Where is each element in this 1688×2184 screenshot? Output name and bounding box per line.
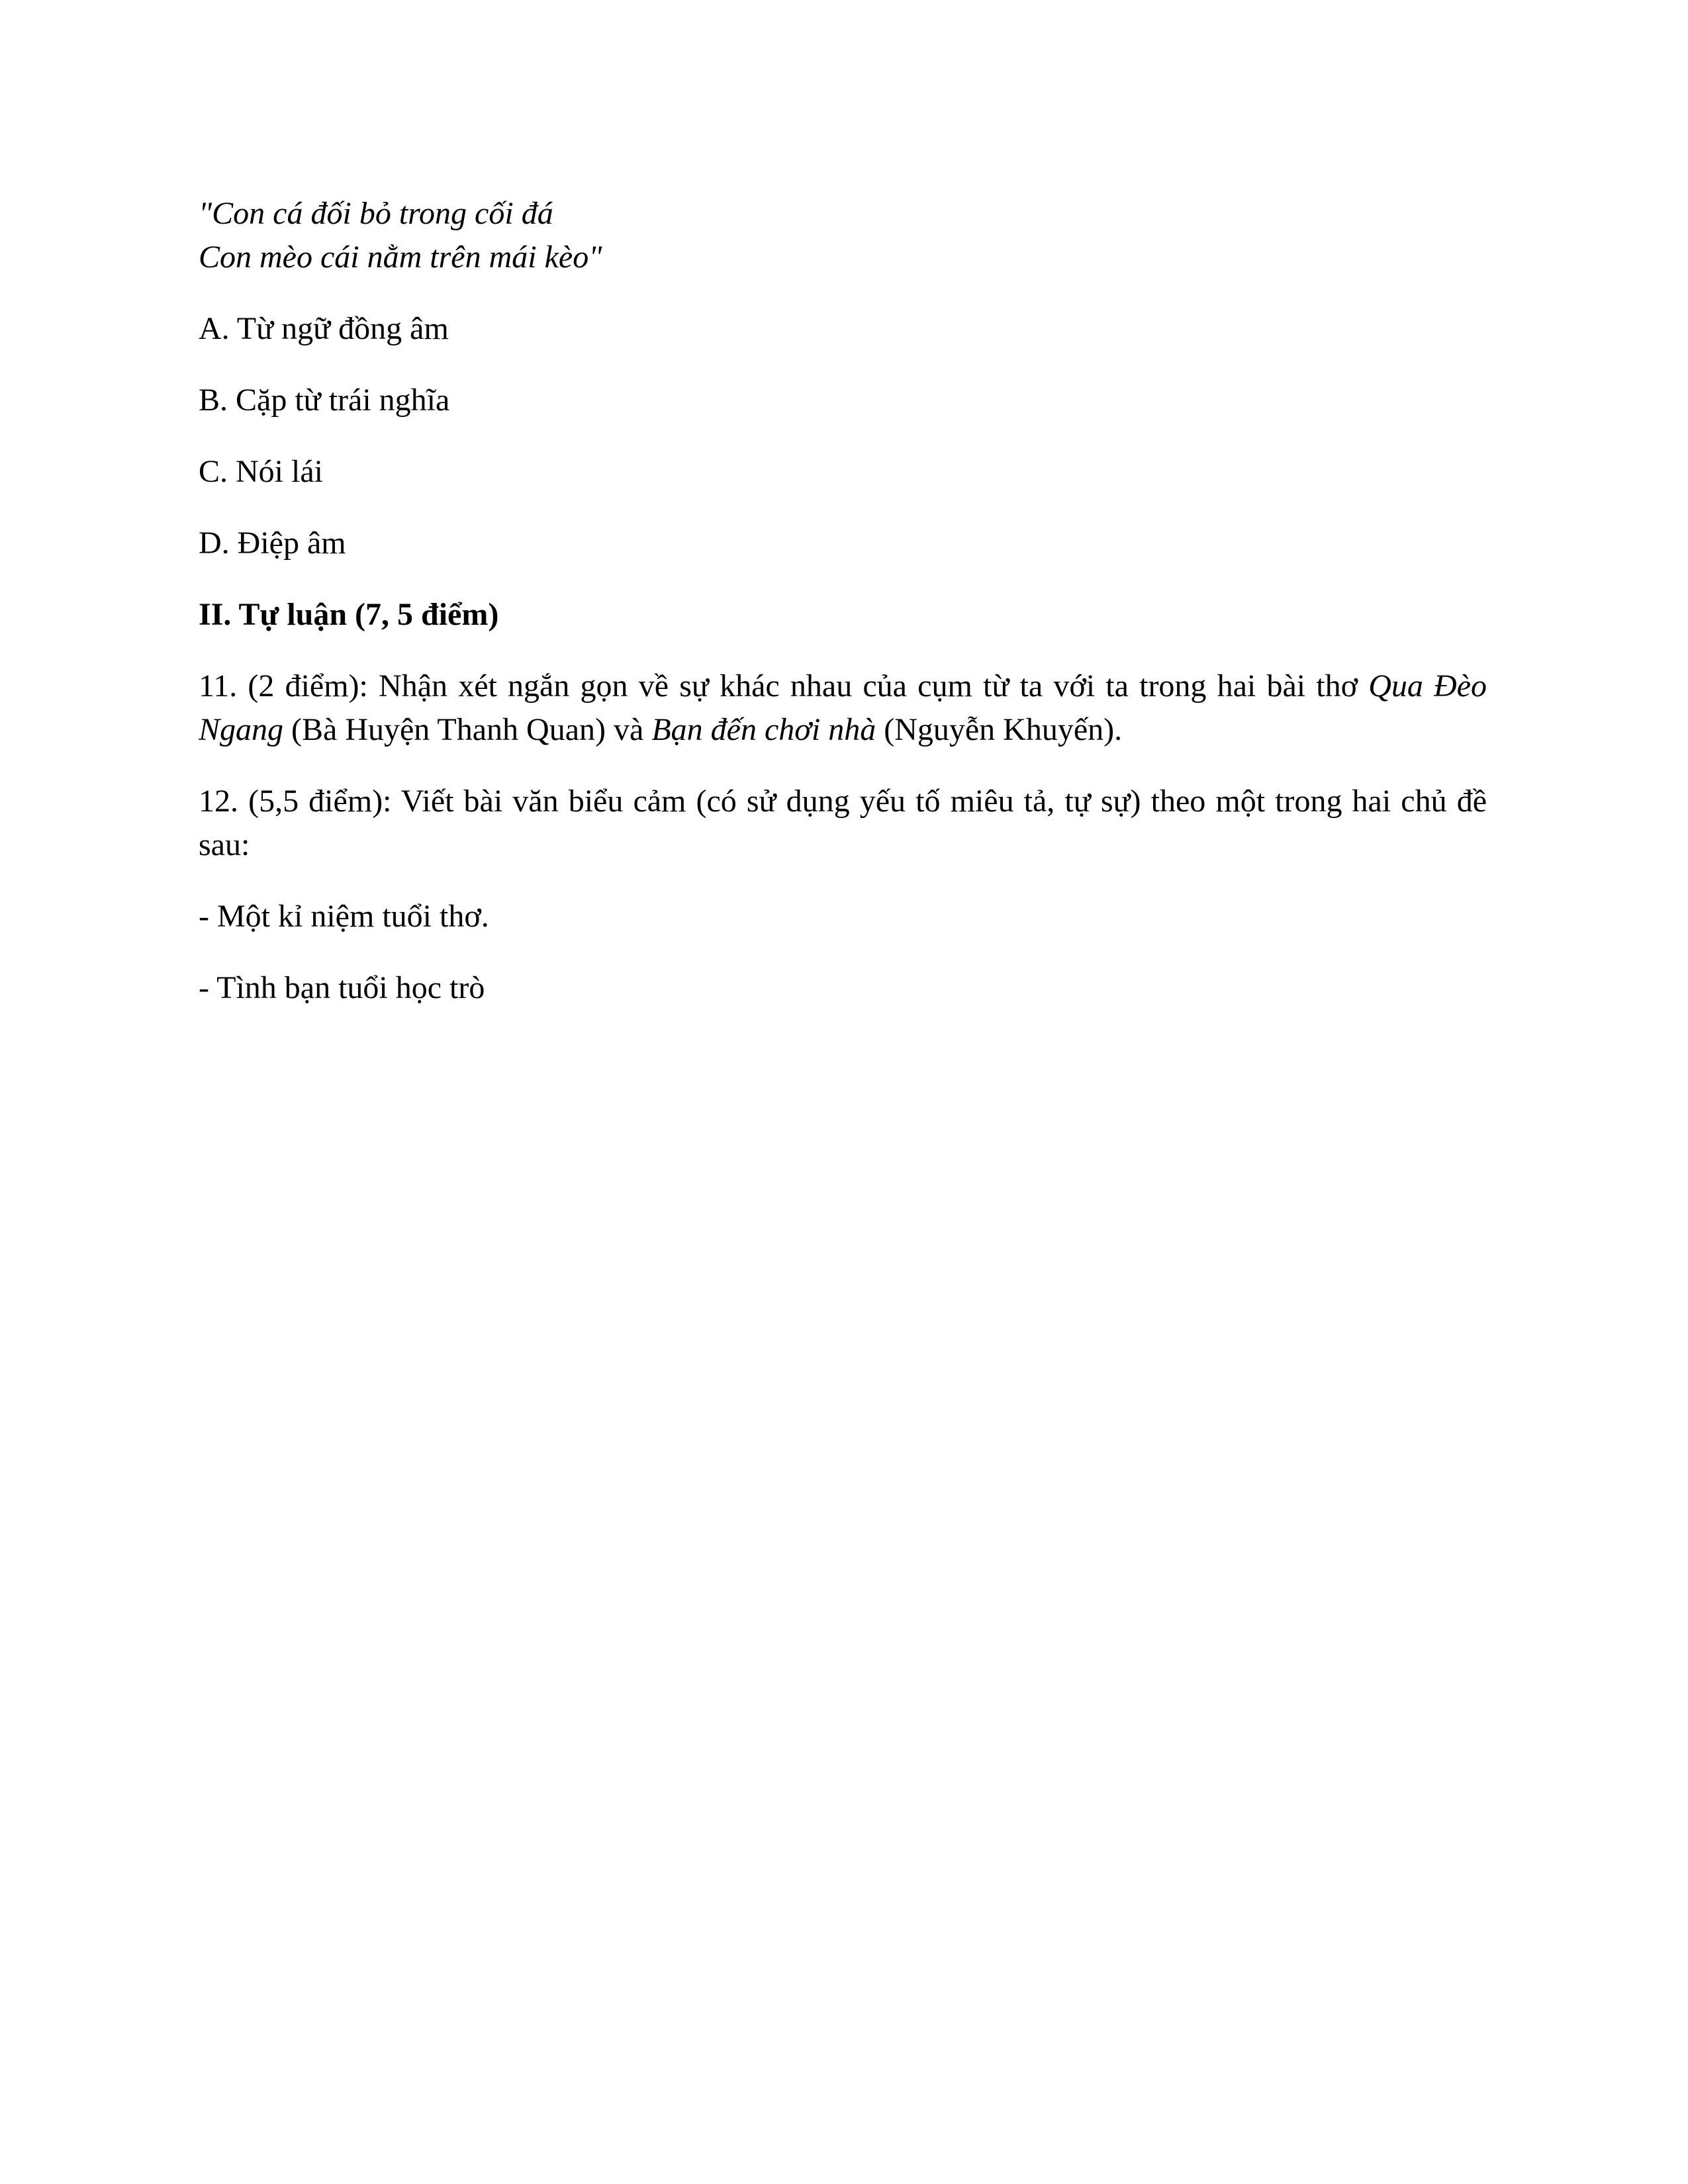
question-12: 12. (5,5 điểm): Viết bài văn biểu cảm (có sử dụng yếu tố miêu tả, tự sự) theo một trong hai chủ đề sau: xyxy=(199,784,1487,862)
question-11-prefix: 11. (2 điểm): Nhận xét ngắn gọn về sự khác nhau của cụm từ ta với ta trong hai bài thơ xyxy=(199,668,1369,704)
option-b: B. Cặp từ trái nghĩa xyxy=(199,383,450,418)
section-heading: II. Tự luận (7, 5 điểm) xyxy=(199,597,499,632)
poem-quote xyxy=(199,192,1487,279)
option-d: D. Điệp âm xyxy=(199,525,346,561)
option-a: A. Từ ngữ đồng âm xyxy=(199,311,449,346)
topic-2: - Tình bạn tuổi học trò xyxy=(199,970,485,1005)
poem-line-1: "Con cá đối bỏ trong cối đá xyxy=(199,196,553,231)
question-11-suffix: (Nguyễn Khuyến). xyxy=(876,712,1123,747)
poem-title-ban-den-choi-nha: Bạn đến chơi nhà xyxy=(651,712,876,747)
option-c: C. Nói lái xyxy=(199,454,323,489)
question-11-mid: (Bà Huyện Thanh Quan) và xyxy=(283,712,652,747)
poem-line-2: Con mèo cái nằm trên mái kèo" xyxy=(199,240,602,275)
question-11 xyxy=(199,664,1487,752)
document-page xyxy=(199,192,1487,1038)
topic-1: - Một kỉ niệm tuổi thơ. xyxy=(199,899,489,934)
poem-title-qua-deo-ngang: Qua Đèo Ngang xyxy=(199,668,1487,747)
